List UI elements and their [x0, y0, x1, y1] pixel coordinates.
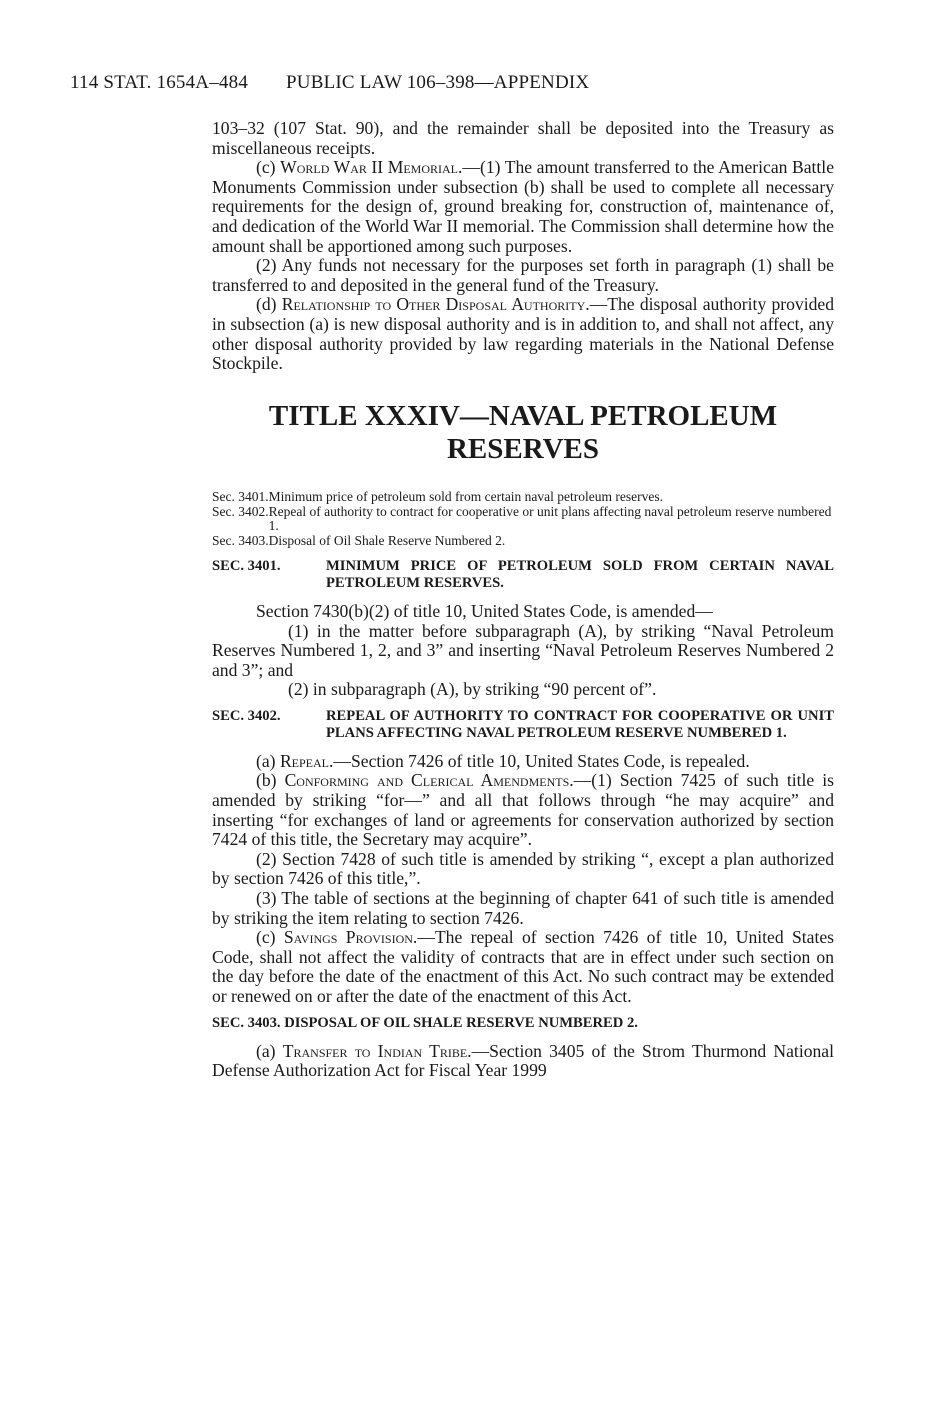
subsection-label: (c) [256, 157, 281, 178]
section-title: DISPOSAL OF OIL SHALE RESERVE NUMBERED 2. [284, 1014, 638, 1031]
toc-section-number: Sec. 3402. [212, 503, 269, 519]
section-paragraph [212, 622, 834, 681]
page-header [70, 72, 589, 94]
section-number: SEC. 3403. [212, 1014, 281, 1031]
subsection-text: —The repeal of section 7426 of title 10, United States Code, shall not affect the validity of contracts that are in effect under such section on the day before the date of the enactment of this Act. No such contract may be extended or renewed on or after the date of the enactment of this Act. [212, 927, 834, 1006]
subsection-text: —Section 7426 of title 10, United States Code, is repealed. [333, 750, 750, 771]
subsection-heading: World War II Memorial. [280, 157, 463, 178]
subsection-heading: Relationship to Other Disposal Authority. [281, 294, 590, 315]
section-paragraph: Section 7430(b)(2) of title 10, United States Code, is amended— [256, 600, 713, 621]
table-of-contents [212, 490, 834, 549]
section-3403-heading [212, 1015, 834, 1032]
subsection-heading: Savings Provision. [283, 927, 418, 948]
subsection-text: —(1) The amount transferred to the American Battle Monuments Commission under subsection (b) shall be used to complete all necessary requirements for the design of, ground breaking for, construction of, maintenance of, and dedication of the World War II memorial. The Commission shall determine how the amount shall be apportioned among such purposes. [212, 157, 834, 256]
subsection-label: (d) [256, 294, 282, 315]
subsection-a-paragraph [212, 1042, 834, 1081]
toc-item [212, 505, 834, 535]
title-heading [212, 400, 834, 466]
subsection-label: (c) [256, 927, 284, 948]
subsection-d-paragraph [212, 295, 834, 373]
law-reference: PUBLIC LAW 106–398—APPENDIX [286, 72, 590, 93]
title-line-2: RESERVES [446, 432, 600, 465]
subsection-a-paragraph [212, 752, 834, 772]
subsection-text: —Section 3405 of the Strom Thurmond National Defense Authorization Act for Fiscal Year 1999 [212, 1040, 834, 1081]
subsection-b-paragraph [212, 771, 834, 849]
paragraph-3: (3) The table of sections at the beginning of chapter 641 of such title is amended by striking the item relating to section 7426. [212, 888, 834, 928]
section-number: SEC. 3402. [212, 707, 281, 724]
section-title: REPEAL OF AUTHORITY TO CONTRACT FOR COOPERATIVE OR UNIT PLANS AFFECTING NAVAL PETROLEUM RESERVE NUMBERED 1. [326, 707, 834, 741]
subsection-c-paragraph [212, 928, 834, 1006]
toc-section-title: Repeal of authority to contract for cooperative or unit plans affecting naval petroleum reserve numbered 1. [268, 503, 832, 534]
subsection-c-paragraph [212, 158, 834, 256]
subsection-label: (b) [256, 770, 285, 791]
subsection-heading: Repeal. [279, 750, 334, 771]
paragraph-2: (2) Section 7428 of such title is amended by striking “, except a plan authorized by section 7426 of this title,”. [212, 848, 834, 889]
toc-item [212, 534, 834, 549]
subsection-label: (a) [256, 750, 280, 771]
paragraph-2: (2) Any funds not necessary for the purposes set forth in paragraph (1) shall be transferred to and deposited in the general fund of the Treasury. [212, 255, 834, 295]
document-body [212, 119, 834, 1081]
subsection-text: —The disposal authority provided in subsection (a) is new disposal authority and is in addition to, and shall not affect, any other disposal authority provided by law regarding materials in the National Defense Stockpile. [212, 294, 834, 374]
section-3401-heading [212, 558, 834, 592]
section-number: SEC. 3401. [212, 557, 281, 574]
stat-reference: 114 STAT. 1654A–484 [70, 72, 249, 93]
toc-section-number: Sec. 3401. [212, 488, 269, 504]
section-paragraph: (2) in subparagraph (A), by striking “90 percent of”. [288, 679, 657, 700]
subsection-text: —(1) Section 7425 of such title is amended by striking “for—” and all that follows through “he may acquire” and inserting “for exchanges of land or agreements for conservation authorized by section 7424 of this title, the Secretary may acquire”. [212, 770, 834, 850]
section-3402-heading [212, 708, 834, 742]
toc-item [212, 490, 834, 505]
toc-section-title: Minimum price of petroleum sold from certain naval petroleum reserves. [268, 488, 663, 504]
toc-section-title: Disposal of Oil Shale Reserve Numbered 2. [268, 533, 506, 549]
continuation-paragraph: 103–32 (107 Stat. 90), and the remainder shall be deposited into the Treasury as miscellaneous receipts. [212, 118, 834, 158]
subsection-label: (a) [256, 1040, 283, 1061]
section-title: MINIMUM PRICE OF PETROLEUM SOLD FROM CERTAIN NAVAL PETROLEUM RESERVES. [326, 557, 834, 591]
subsection-heading: Conforming and Clerical Amendments. [284, 770, 574, 791]
toc-section-number: Sec. 3403. [212, 533, 269, 549]
section-paragraph-text: (1) in the matter before subparagraph (A), by striking “Naval Petroleum Reserves Numbered 1, 2, and 3” and inserting “Naval Petroleum Reserves Numbered 2 and 3”; and [212, 620, 834, 680]
title-line-1: TITLE XXXIV—NAVAL PETROLEUM [268, 399, 778, 432]
subsection-heading: Transfer to Indian Tribe. [282, 1040, 472, 1061]
